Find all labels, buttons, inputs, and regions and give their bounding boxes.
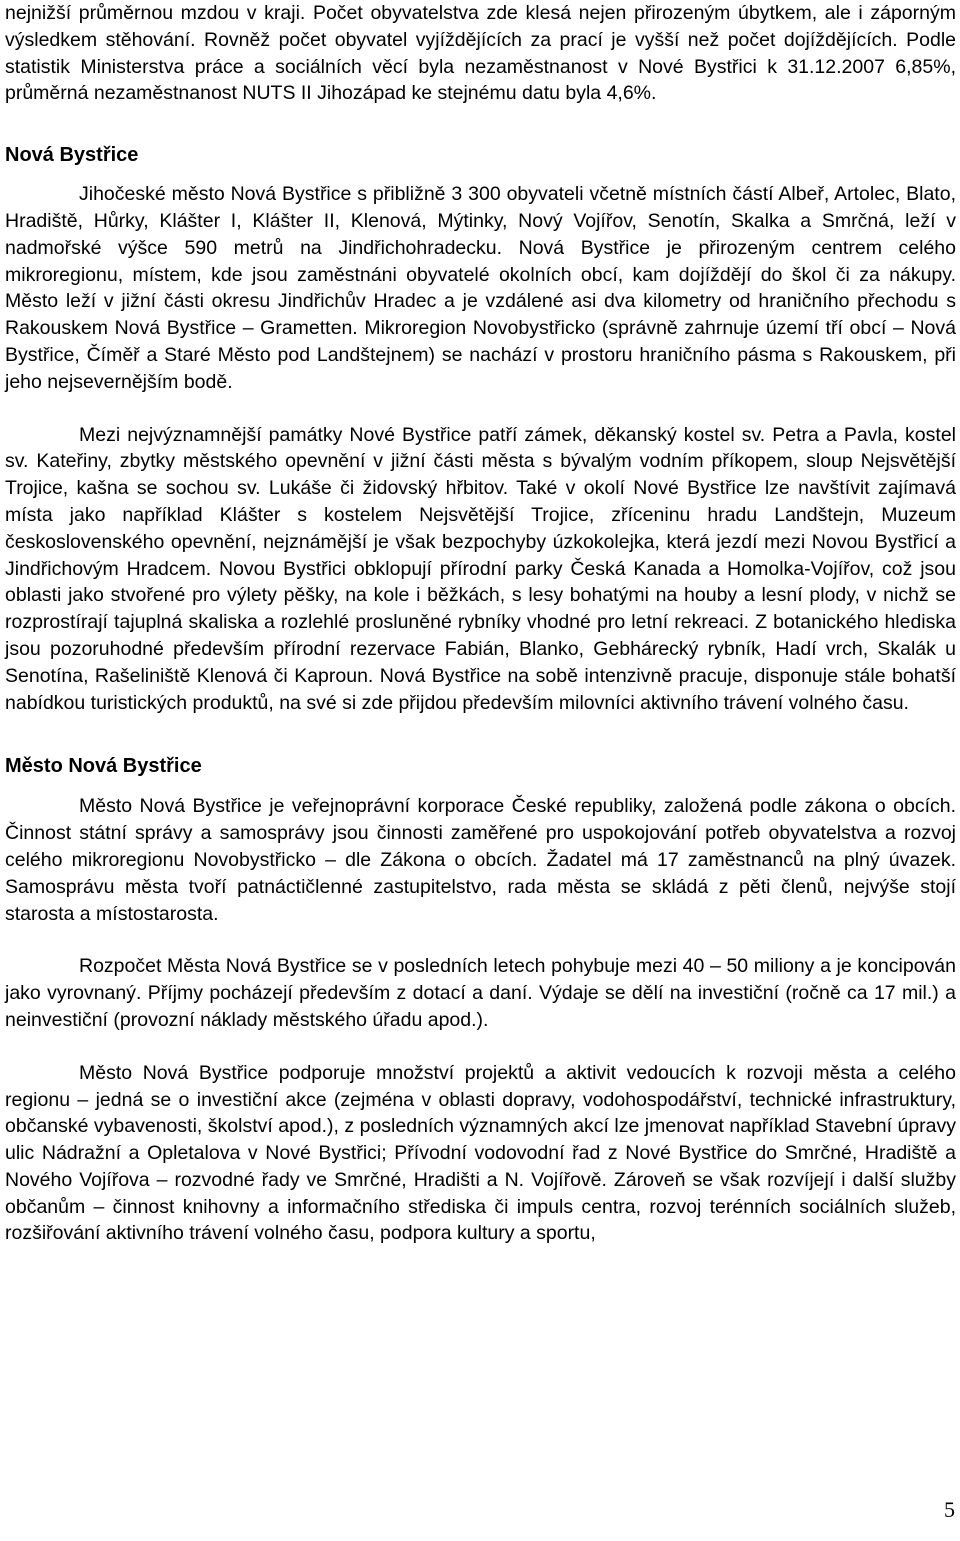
paragraph-municipality: Město Nová Bystřice je veřejnoprávní korporace České republiky, založená podle zákona o obcích. Činnost státní správy a samosprávy jsou činnosti zaměřené pro uspokojování potřeb obyvatelstva a rozvoj celého mikroregionu Novobystřicko – dle Zákona o obcích. Žadatel má 17 zaměstnanců na plný úvazek. Samosprávu města tvoří patnáctičlenné zastupitelstvo, rada města se skládá z pěti členů, nejvýše stojí starosta a místostarosta. xyxy=(5,795,956,925)
page-number: 5 xyxy=(944,1497,955,1522)
document-page xyxy=(5,0,956,1247)
paragraph-projects: Město Nová Bystřice podporuje množství projektů a aktivit vedoucích k rozvoji města a celého regionu – jedná se o investiční akce (zejména v oblasti dopravy, vodohospodářství, technické infrastruktury, občanské vybavenosti, školství apod.), z posledních významných akcí lze jmenovat například Stavební úpravy ulic Nádražní a Opletalova v Nové Bystřici; Přívodní vodovodní řad z Nové Bystřice do Smrčné, Hradiště a Nového Vojířova – rozvodné řady ve Smrčné, Hradišti a N. Vojířově. Zároveň se však rozvíjejí i další služby občanům – činnost knihovny a informačního střediska či impuls centra, rozvoj terénních sociálních služeb, rozšiřování aktivního trávení volného času, podpora kultury a sportu, xyxy=(5,1061,956,1245)
section-heading-mesto-nova-bystrice: Město Nová Bystřice xyxy=(5,755,202,778)
paragraph-city-overview: Jihočeské město Nová Bystřice s přibližně 3 300 obyvateli včetně místních částí Albeř, Artolec, Blato, Hradiště, Hůrky, Klášter I, Klášter II, Klenová, Mýtinky, Nový Vojířov, Senotín, Skalka a Smrčná, leží v nadmořské výšce 590 metrů na Jindřichohradecku. Nová Bystřice je přirozeným centrem celého mikroregionu, místem, kde jsou zaměstnáni obyvatelé okolních obcí, kam dojíždějí do škol či za nákupy. Město leží v jižní části okresu Jindřichův Hradec a je vzdálené asi dva kilometry od hraničního přechodu s Rakouskem Nová Bystřice – Grametten. Mikroregion Novobystřicko (správně zahrnuje území tří obcí – Nová Bystřice, Číměř a Staré Město pod Landštejnem) se nachází v prostoru hraničního pásma s Rakouskem, při jeho nejsevernějším bodě. xyxy=(5,183,956,393)
paragraph-budget: Rozpočet Města Nová Bystřice se v posledních letech pohybuje mezi 40 – 50 miliony a je koncipován jako vyrovnaný. Příjmy pocházejí především z dotací a daní. Výdaje se dělí na investiční (ročně ca 17 mil.) a neinvestiční (provozní náklady městského úřadu apod.). xyxy=(5,955,956,1031)
intro-paragraph: nejnižší průměrnou mzdou v kraji. Počet obyvatelstva zde klesá nejen přirozeným úbytkem, ale i záporným výsledkem stěhování. Rovněž počet obyvatel vyjíždějících za prací je vyšší než počet dojíždějících. Podle statistik Ministerstva práce a sociálních věcí byla nezaměstnanost v Nové Bystřici k 31.12.2007 6,85%, průměrná nezaměstnanost NUTS II Jihozápad ke stejnému datu byla 4,6%. xyxy=(5,2,956,105)
paragraph-landmarks: Mezi nejvýznamnější památky Nové Bystřice patří zámek, děkanský kostel sv. Petra a Pavla, kostel sv. Kateřiny, zbytky městského opevnění v jižní části města s bývalým vodním příkopem, sloup Nejsvětější Trojice, kašna se sochou sv. Lukáše či židovský hřbitov. Také v okolí Nové Bystřice lze navštívit zajímavá místa jako například Klášter s kostelem Nejsvětější Trojice, zříceninu hradu Landštejn, Muzeum československého opevnění, nejznámější je však bezpochyby úzkokolejka, která jezdí mezi Novou Bystřicí a Jindřichovým Hradcem. Novou Bystřici obklopují přírodní parky Česká Kanada a Homolka-Vojířov, což jsou oblasti jako stvořené pro výlety pěšky, na kole i běžkách, s lesy bohatými na houby a lesní plody, v nichž se rozprostírají tajuplná skaliska a rozlehlé prosluněné rybníky vhodné pro letní rekreaci. Z botanického hlediska jsou pozoruhodné především přírodní rezervace Fabián, Blanko, Gebhárecký rybník, Hadí vrch, Skalák u Senotína, Rašeliniště Klenová či Kaproun. Nová Bystřice na sobě intenzivně pracuje, disponuje stále bohatší nabídkou turistických produktů, na své si zde přijdou především milovníci aktivního trávení volného času. xyxy=(5,423,956,714)
section-heading-nova-bystrice: Nová Bystřice xyxy=(5,144,139,167)
